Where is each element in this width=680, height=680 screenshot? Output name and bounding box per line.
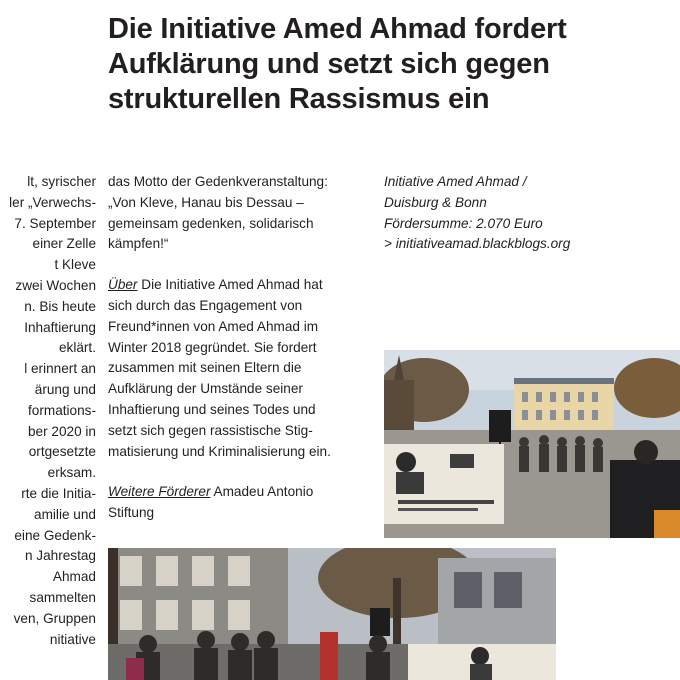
funders-text: Stiftung [108,505,155,521]
left-line: sammelten [29,589,96,605]
funders-line [108,482,372,503]
vigil-gathering-photo [108,548,556,680]
about-line: matisierung und Kriminalisierung ein. [108,443,331,459]
left-line: n Jahrestag [24,548,96,564]
left-line: ortgesetzte [28,444,96,460]
org-name: Initiative Amed Ahmad / [384,174,527,189]
about-label: Über [108,277,138,293]
funders-text: Amadeu Antonio [210,484,314,500]
website-link[interactable]: > initiativeamad.blackblogs.org [384,236,571,252]
left-line: l erinnert an [24,361,96,377]
left-line: ärung und [34,381,96,397]
about-line: setzt sich gegen rassistische Stig- [108,422,313,438]
left-line: formations- [28,402,96,418]
left-line: eklärt. [58,340,96,356]
about-line: Winter 2018 gegründet. Sie fordert [108,339,317,355]
about-line: Freund*innen von Amed Ahmad im [108,318,319,334]
funding-amount: Fördersumme: 2.070 Euro [384,215,543,231]
project-info [384,172,674,255]
left-line: amilie und [34,506,96,522]
headline [108,12,668,117]
left-line: ven, Gruppen [13,610,96,626]
left-line: einer Zelle [32,236,96,252]
left-line: eine Gedenk- [14,527,96,543]
about-line: Die Initiative Amed Ahmad hat [137,277,323,293]
left-line: ber 2020 in [27,423,96,439]
middle-column-text [108,172,372,524]
about-line: sich durch das Engagement von [108,297,303,313]
left-line: Ahmad [52,569,96,585]
funders-label: Weitere Förderer [108,484,211,500]
left-column-text [0,172,96,650]
left-line: ler „Verwechs- [9,194,96,210]
headline-line-1: Die Initiative Amed Ahmad fordert [108,13,567,45]
left-line: n. Bis heute [24,298,96,314]
left-line: rte die Initia- [21,485,96,501]
left-line: Inhaftierung [24,319,96,335]
memorial-rally-photo [384,350,680,538]
about-line: zusammen mit seinen Eltern die [108,360,302,376]
left-line: erksam. [47,465,96,481]
motto-line: das Motto der Gedenkveranstaltung: [108,174,328,189]
org-location: Duisburg & Bonn [384,194,487,210]
about-line: Inhaftierung und seines Todes und [108,401,316,417]
motto-line: „Von Kleve, Hanau bis Dessau – [108,194,304,210]
left-line: zwei Wochen [15,277,96,293]
left-line: lt, syrischer [27,174,96,189]
headline-line-2: Aufklärung und setzt sich gegen [108,48,550,80]
left-line: 7. September [14,215,96,231]
about-first-line [108,275,372,296]
about-line: Aufklärung der Umstände seiner [108,381,303,397]
left-line: t Kleve [54,257,96,273]
left-line: nitiative [49,631,96,647]
headline-line-3: strukturellen Rassismus ein [108,83,490,115]
motto-line: kämpfen!“ [108,236,169,252]
motto-line: gemeinsam gedenken, solidarisch [108,215,314,231]
